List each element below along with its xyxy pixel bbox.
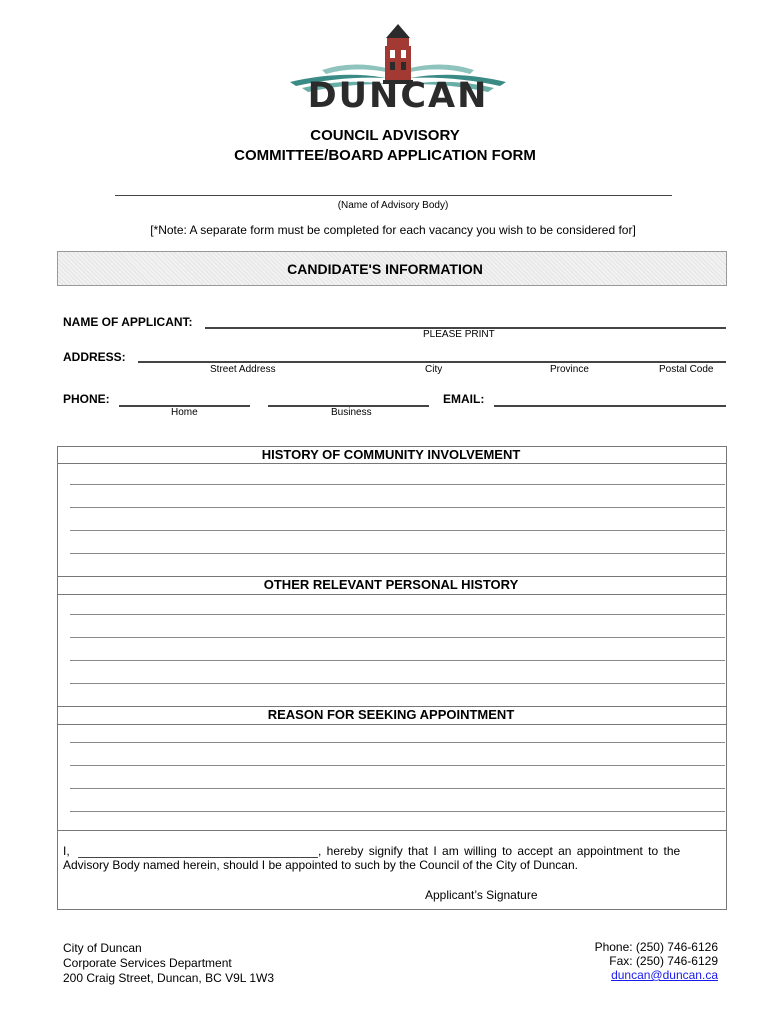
footer-city: City of Duncan	[63, 941, 142, 955]
city-caption: City	[425, 364, 443, 375]
declaration-line2: Advisory Body named herein, should I be appointed to such by the Council of the City of Duncan.	[63, 858, 578, 872]
other-history-line[interactable]	[70, 614, 725, 615]
footer-department: Corporate Services Department	[63, 956, 232, 970]
other-history-line[interactable]	[70, 683, 725, 684]
advisory-body-caption: (Name of Advisory Body)	[337, 200, 449, 211]
section-divider	[57, 594, 727, 595]
advisory-body-field[interactable]	[115, 195, 672, 196]
other-history-heading: OTHER RELEVANT PERSONAL HISTORY	[253, 577, 529, 592]
declaration-line1: , hereby signify that I am willing to accept an appointment to the	[318, 844, 681, 858]
sections-container	[57, 446, 727, 910]
section-divider	[57, 463, 727, 464]
history-line[interactable]	[70, 507, 725, 508]
street-caption: Street Address	[210, 364, 276, 375]
footer-street: 200 Craig Street, Duncan, BC V9L 1W3	[63, 971, 274, 985]
form-title-line2: COMMITTEE/BOARD APPLICATION FORM	[234, 147, 536, 164]
phone-home-caption: Home	[171, 407, 198, 418]
history-line[interactable]	[70, 484, 725, 485]
section-divider	[57, 724, 727, 725]
note-text: [*Note: A separate form must be completed for each vacancy you wish to be considered for]	[150, 223, 636, 237]
please-print-caption: PLEASE PRINT	[423, 329, 495, 340]
signature-caption: Applicant’s Signature	[425, 888, 538, 902]
footer-fax: Fax: (250) 746-6129	[609, 954, 718, 968]
reason-line[interactable]	[70, 742, 725, 743]
email-label: EMAIL:	[443, 392, 485, 406]
reason-line[interactable]	[70, 788, 725, 789]
province-caption: Province	[550, 364, 589, 375]
email-field[interactable]	[494, 405, 726, 407]
phone-business-caption: Business	[331, 407, 372, 418]
phone-label: PHONE:	[63, 392, 110, 406]
history-line[interactable]	[70, 553, 725, 554]
other-history-line[interactable]	[70, 660, 725, 661]
candidate-heading: CANDIDATE'S INFORMATION	[287, 261, 483, 277]
section-divider	[57, 830, 727, 831]
footer-email-link[interactable]: duncan@duncan.ca	[611, 968, 718, 982]
declaration-prefix: I,	[63, 844, 70, 858]
name-label: NAME OF APPLICANT:	[63, 315, 193, 329]
form-title-line1: COUNCIL ADVISORY	[310, 127, 460, 144]
history-line[interactable]	[70, 530, 725, 531]
address-field[interactable]	[138, 361, 726, 363]
history-heading: HISTORY OF COMMUNITY INVOLVEMENT	[250, 447, 532, 462]
reason-line[interactable]	[70, 811, 725, 812]
reason-heading: REASON FOR SEEKING APPOINTMENT	[258, 707, 524, 722]
address-label: ADDRESS:	[63, 350, 126, 364]
other-history-line[interactable]	[70, 637, 725, 638]
footer-phone: Phone: (250) 746-6126	[594, 940, 718, 954]
logo-wordmark: DUNCAN	[307, 76, 489, 116]
postal-code-caption: Postal Code	[659, 364, 714, 375]
reason-line[interactable]	[70, 765, 725, 766]
